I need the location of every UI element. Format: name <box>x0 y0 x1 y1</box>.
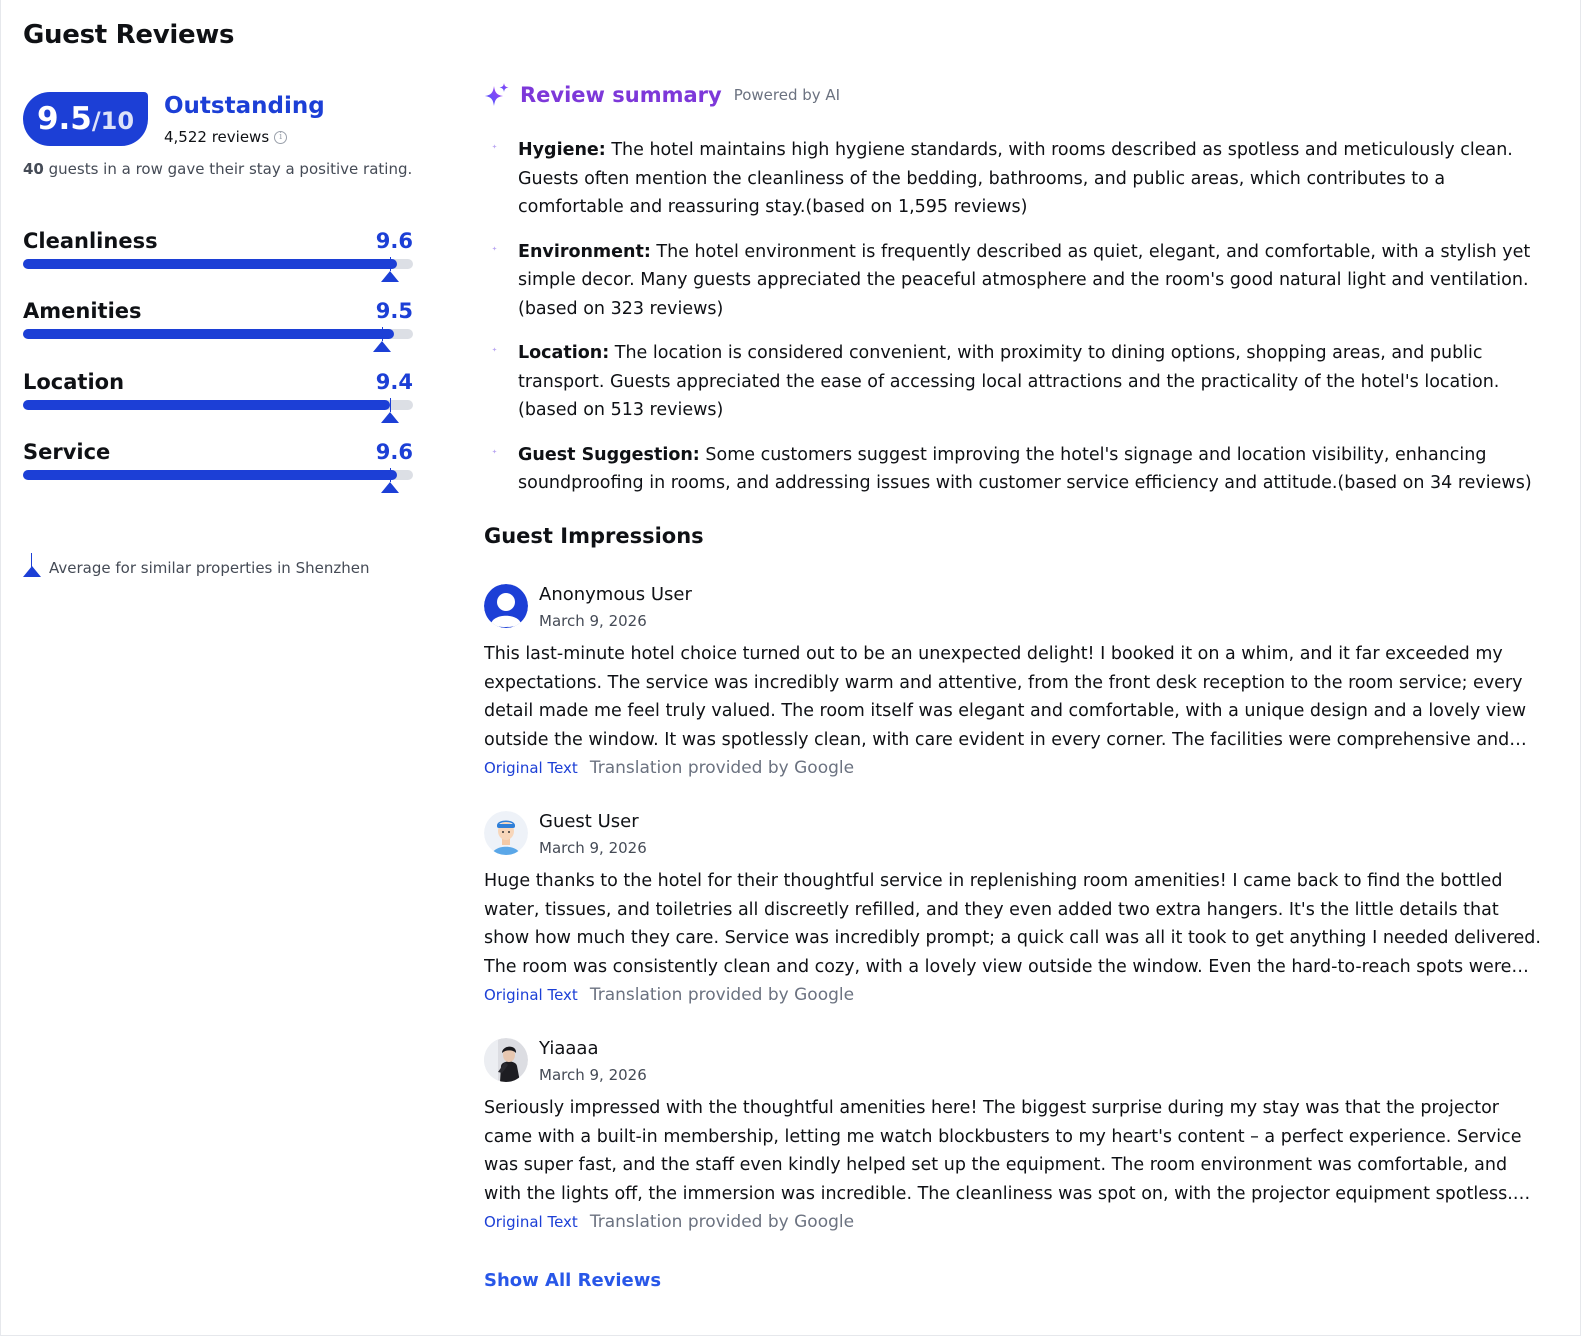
category-bar-fill <box>23 259 397 269</box>
summary-item-guest-suggestion <box>488 441 1548 498</box>
category-bar <box>23 400 413 410</box>
average-marker-icon <box>381 482 399 493</box>
sparkle-bullet-icon <box>488 238 501 251</box>
sparkle-bullet-icon <box>488 441 501 454</box>
category-name: Location <box>23 370 125 394</box>
average-marker-icon <box>373 341 391 352</box>
average-legend-text: Average for similar properties in Shenzhen <box>49 559 370 577</box>
average-marker-line <box>390 398 391 412</box>
category-bar <box>23 329 413 339</box>
translation-credit: Translation provided by Google <box>589 758 855 778</box>
summary-item-text: The hotel maintains high hygiene standards, with rooms described as spotless and meticulously clean. Guests often mention the cleanliness of the bedding, bathrooms, and public areas, which contributes to a comfortable and reassuring stay.(based on 1,595 reviews) <box>518 140 1513 217</box>
review-summary-header <box>484 82 840 108</box>
category-bar-fill <box>23 470 397 480</box>
positive-streak <box>23 160 412 178</box>
reviewer-name[interactable]: Guest User <box>539 811 639 832</box>
overall-score-label: Outstanding <box>164 93 325 119</box>
translation-credit: Translation provided by Google <box>589 1212 855 1232</box>
info-icon[interactable]: i <box>274 131 287 144</box>
average-legend <box>23 553 369 577</box>
category-bar-fill <box>23 329 394 339</box>
category-bar <box>23 470 413 480</box>
review-card <box>484 584 1549 778</box>
category-bar <box>23 259 413 269</box>
guest-impressions-title: Guest Impressions <box>484 524 704 548</box>
original-text-link[interactable]: Original Text <box>484 986 578 1004</box>
photo-avatar <box>484 1038 528 1082</box>
original-text-link[interactable]: Original Text <box>484 1213 578 1231</box>
reviewer-name[interactable]: Anonymous User <box>539 584 692 605</box>
cartoon-avatar-icon <box>484 811 528 855</box>
overall-score-value: 9.5 <box>36 101 92 137</box>
summary-item-label: Environment: <box>518 241 651 262</box>
average-marker-line <box>382 327 383 341</box>
review-summary-title: Review summary <box>520 83 722 107</box>
overall-score-max: /10 <box>91 107 135 135</box>
average-marker-line <box>390 257 391 271</box>
review-text: Huge thanks to the hotel for their thoughtful service in replenishing room amenities! I came back to find the bottled water, tissues, and toiletries all discreetly refilled, and they even added two extra hangers. It's the little details that show how much they care. Service was incredibly prompt; a quick call was all it took to get anything I needed delivered. The room was consistently clean and cozy, with a lovely view outside the window. Even the hard-to-reach spots were <box>484 871 1541 977</box>
powered-by-label: Powered by AI <box>733 86 841 104</box>
summary-item-hygiene <box>488 136 1548 222</box>
review-card <box>484 1038 1549 1232</box>
streak-text: guests in a row gave their stay a positive rating. <box>43 160 413 178</box>
summary-item-text: The hotel environment is frequently described as quiet, elegant, and comfortable, with a stylish yet simple decor. Many guests appreciated the peaceful atmosphere and the room's good natural light and ventilation.(based on 323 reviews) <box>518 241 1531 319</box>
category-name: Cleanliness <box>23 229 158 253</box>
category-value: 9.6 <box>375 229 413 253</box>
review-card <box>484 811 1549 1005</box>
default-avatar-icon <box>484 584 528 628</box>
category-amenities <box>23 299 413 339</box>
review-count-text: 4,522 reviews <box>164 128 270 146</box>
summary-item-label: Hygiene: <box>518 140 606 160</box>
review-date: March 9, 2026 <box>539 839 647 857</box>
review-date: March 9, 2026 <box>539 612 647 630</box>
category-value: 9.4 <box>375 370 413 394</box>
summary-item-location <box>488 339 1548 425</box>
summary-item-label: Location: <box>518 343 610 363</box>
reviewer-name[interactable]: Yiaaaa <box>539 1038 599 1059</box>
show-all-reviews-link[interactable]: Show All Reviews <box>484 1270 662 1291</box>
overall-score-badge <box>23 92 148 146</box>
category-name: Service <box>23 440 111 464</box>
streak-count: 40 <box>23 160 44 178</box>
category-service <box>23 440 413 480</box>
review-text: Seriously impressed with the thoughtful amenities here! The biggest surprise during my stay was that the projector came with a built-in membership, letting me watch blockbusters to my heart's content – a perfect experience. Service was super fast, and the staff even kindly helped set up the equipment. The room environment was comfortable, and with the lights off, the immersion was incredible. The cleanliness was spot on, with the projector equipment spotless. <box>484 1098 1522 1204</box>
average-marker-icon <box>381 412 399 423</box>
sparkle-bullet-icon <box>488 136 501 149</box>
section-title: Guest Reviews <box>23 20 235 50</box>
summary-item-text: The location is considered convenient, with proximity to dining options, shopping areas, and public transport. Guests appreciated the ease of accessing local attractions and the practicality of the hotel's location.(based on 513 reviews) <box>518 343 1500 420</box>
summary-item-environment <box>488 238 1548 324</box>
category-cleanliness <box>23 229 413 269</box>
review-date: March 9, 2026 <box>539 1066 647 1084</box>
original-text-link[interactable]: Original Text <box>484 759 578 777</box>
category-bar-fill <box>23 400 390 410</box>
average-marker-icon <box>23 553 41 577</box>
review-text: This last-minute hotel choice turned out to be an unexpected delight! I booked it on a whim, and it far exceeded my expectations. The service was incredibly warm and attentive, from the front desk reception to the room service; every detail made me feel truly valued. The room itself was elegant and comfortable, with a unique design and a lovely view outside the window. It was spotlessly clean, with care evident in every corner. The facilities were comprehensive and <box>484 644 1527 750</box>
translation-credit: Translation provided by Google <box>589 985 855 1005</box>
category-value: 9.5 <box>375 299 413 323</box>
category-name: Amenities <box>23 299 142 323</box>
category-location <box>23 370 413 410</box>
ai-sparkle-icon <box>484 82 510 108</box>
average-marker-icon <box>381 271 399 282</box>
summary-item-text: Some customers suggest improving the hotel's signage and location visibility, enhancing soundproofing in rooms, and addressing issues with customer service efficiency and attitude.(based on 34 reviews) <box>518 444 1532 493</box>
review-summary-list <box>488 136 1548 514</box>
sparkle-bullet-icon <box>488 339 501 352</box>
category-value: 9.6 <box>375 440 413 464</box>
summary-item-label: Guest Suggestion: <box>518 444 700 465</box>
average-marker-line <box>390 468 391 482</box>
review-count <box>164 128 287 146</box>
